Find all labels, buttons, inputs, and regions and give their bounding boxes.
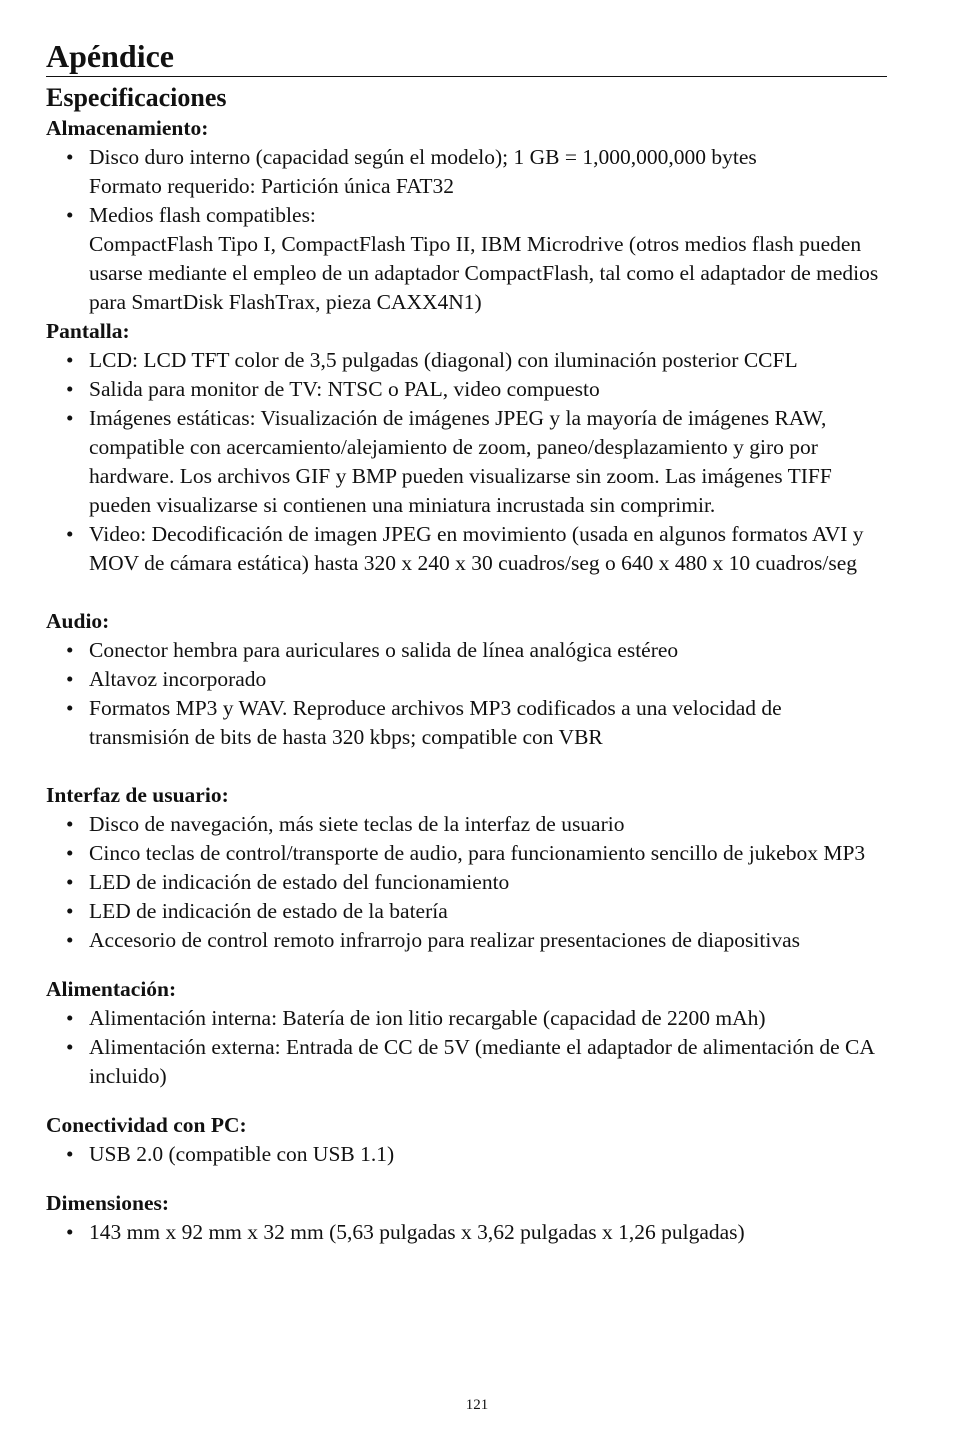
list-item <box>46 1004 887 1033</box>
group-title: Audio: <box>46 609 110 633</box>
list-item <box>46 810 887 839</box>
list-item-text: Cinco teclas de control/transporte de audio, para funcionamiento sencillo de jukebox MP3 <box>89 841 866 865</box>
title-divider <box>46 76 887 77</box>
list-item <box>46 1218 887 1247</box>
list-item <box>46 1033 887 1091</box>
spec-group-pc-connectivity <box>46 1111 887 1169</box>
spec-group-storage <box>46 114 887 317</box>
list-item <box>46 926 887 955</box>
bullet-list <box>46 636 887 752</box>
bullet-icon: • <box>66 145 74 169</box>
bullet-icon: • <box>66 812 74 836</box>
group-title: Interfaz de usuario: <box>46 783 229 807</box>
bullet-icon: • <box>66 377 74 401</box>
list-item <box>46 694 887 752</box>
list-item-text: Medios flash compatibles: CompactFlash Tipo I, CompactFlash Tipo II, IBM Microdrive (otros medios flash pueden usarse mediante el empleo de un adaptador CompactFlash, tal como el adaptador de medios para SmartDisk FlashTrax, pieza CAXX4N1) <box>89 203 879 314</box>
list-item <box>46 665 887 694</box>
bullet-list <box>46 346 887 578</box>
list-item-text: Altavoz incorporado <box>89 667 267 691</box>
list-item <box>46 520 887 578</box>
bullet-icon: • <box>66 1220 74 1244</box>
page-number: 121 <box>465 1397 489 1413</box>
list-item <box>46 404 887 520</box>
group-title: Alimentación: <box>46 977 177 1001</box>
bullet-list <box>46 1004 887 1091</box>
spec-group-audio <box>46 607 887 752</box>
bullet-icon: • <box>66 1142 74 1166</box>
spec-group-display <box>46 317 887 578</box>
list-item: • Disco duro interno (capacidad según el modelo); 1 GB = 1,000,000,000 bytes Formato requerido: Partición única FAT32 <box>66 145 757 198</box>
list-item-text: USB 2.0 (compatible con USB 1.1) <box>89 1142 395 1166</box>
list-item-text: Salida para monitor de TV: NTSC o PAL, video compuesto <box>89 377 600 401</box>
list-item-text: Video: Decodificación de imagen JPEG en movimiento (usada en algunos formatos AVI y MOV de cámara estática) hasta 320 x 240 x 30 cuadros/seg o 640 x 480 x 10 cuadros/seg <box>89 522 864 575</box>
bullet-icon: • <box>66 667 74 691</box>
bullet-icon: • <box>66 1006 74 1030</box>
list-item-text: LED de indicación de estado de la batería <box>89 899 448 923</box>
group-title: Almacenamiento: <box>46 116 209 140</box>
bullet-icon: • <box>66 841 74 865</box>
list-item-text: Imágenes estáticas: Visualización de imágenes JPEG y la mayoría de imágenes RAW, compatible con acercamiento/alejamiento de zoom, paneo/desplazamiento y giro por hardware. Los archivos GIF y BMP pueden visualizarse sin zoom. Las imágenes TIFF pueden visualizarse si contienen una miniatura incrustada sin comprimir. <box>89 406 832 517</box>
document-page <box>46 36 887 1247</box>
group-title: Conectividad con PC: <box>46 1113 247 1137</box>
list-item-text: Disco de navegación, más siete teclas de la interfaz de usuario <box>89 812 625 836</box>
spec-group-user-interface <box>46 781 887 955</box>
spec-group-dimensions <box>46 1189 887 1247</box>
list-item-text: Conector hembra para auriculares o salida de línea analógica estéreo <box>89 638 679 662</box>
group-title: Pantalla: <box>46 319 130 343</box>
bullet-icon: • <box>66 203 74 227</box>
list-item-text: LED de indicación de estado del funcionamiento <box>89 870 510 894</box>
list-item <box>46 868 887 897</box>
list-item <box>46 897 887 926</box>
spec-group-power <box>46 975 887 1091</box>
list-item-text: Accesorio de control remoto infrarrojo para realizar presentaciones de diapositivas <box>89 928 800 952</box>
bullet-icon: • <box>66 870 74 894</box>
list-item <box>46 346 887 375</box>
bullet-icon: • <box>66 899 74 923</box>
list-item-text: Alimentación interna: Batería de ion litio recargable (capacidad de 2200 mAh) <box>89 1006 766 1030</box>
bullet-icon: • <box>66 928 74 952</box>
group-title: Dimensiones: <box>46 1191 170 1215</box>
list-item-text: Formatos MP3 y WAV. Reproduce archivos MP3 codificados a una velocidad de transmisión de bits de hasta 320 kbps; compatible con VBR <box>89 696 782 749</box>
bullet-icon: • <box>66 348 74 372</box>
list-item <box>46 636 887 665</box>
list-item-text: Alimentación externa: Entrada de CC de 5V (mediante el adaptador de alimentación de CA incluido) <box>89 1035 874 1088</box>
list-item <box>46 375 887 404</box>
chapter-title: Apéndice <box>46 38 174 74</box>
list-item-text: 143 mm x 92 mm x 32 mm (5,63 pulgadas x 3,62 pulgadas x 1,26 pulgadas) <box>89 1220 745 1244</box>
section-title: Especificaciones <box>46 83 227 112</box>
list-item <box>46 1140 887 1169</box>
bullet-icon: • <box>66 696 74 720</box>
list-item-text: LCD: LCD TFT color de 3,5 pulgadas (diagonal) con iluminación posterior CCFL <box>89 348 798 372</box>
bullet-list <box>46 1218 887 1247</box>
list-item <box>46 839 887 868</box>
bullet-icon: • <box>66 522 74 546</box>
bullet-icon: • <box>66 638 74 662</box>
bullet-icon: • <box>66 1035 74 1059</box>
bullet-icon: • <box>66 406 74 430</box>
bullet-list <box>46 1140 887 1169</box>
bullet-list <box>46 143 887 317</box>
list-item <box>46 201 887 317</box>
bullet-list <box>46 810 887 955</box>
